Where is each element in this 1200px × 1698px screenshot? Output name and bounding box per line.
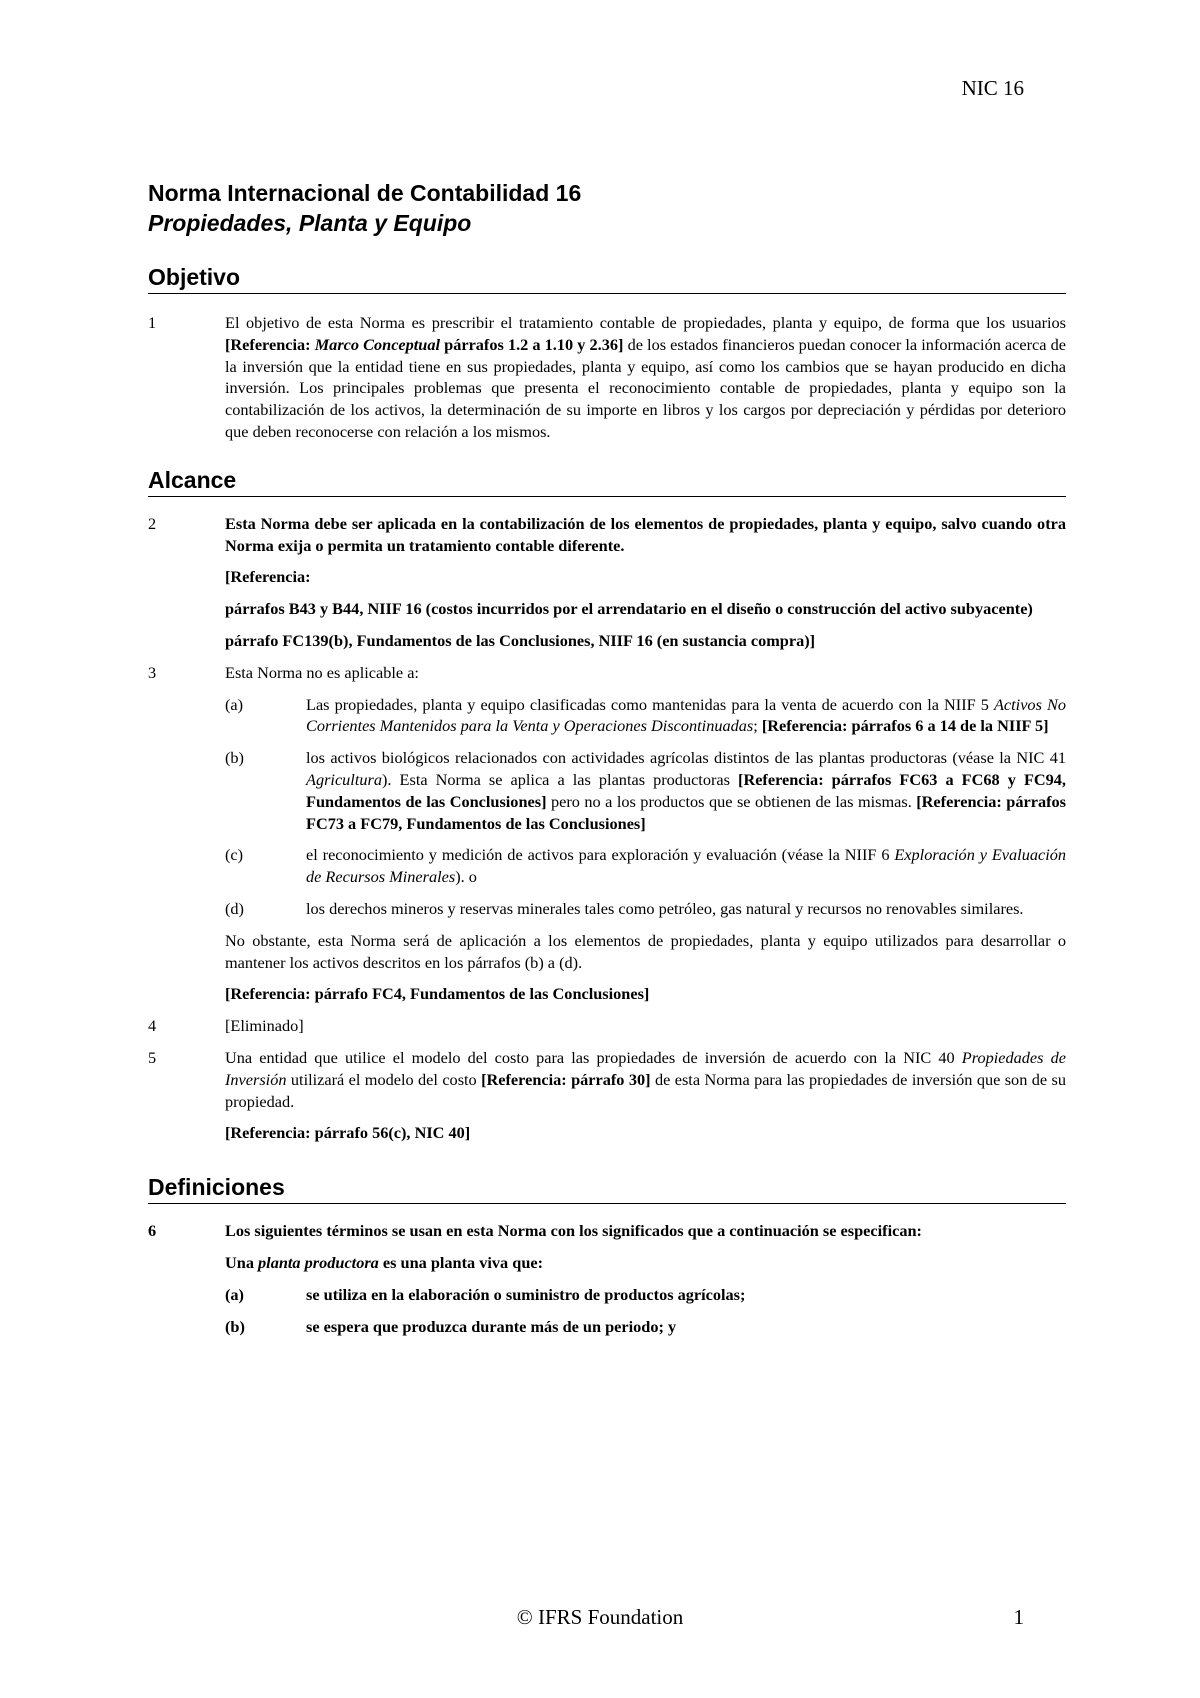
reference: [Referencia: párrafo 56(c), NIC 40]	[225, 1123, 471, 1143]
section-heading-objetivo: Objetivo	[148, 262, 1066, 294]
reference: [Referencia: párrafos FC73 a FC79, Fundamentos de las Conclusiones]	[306, 791, 1066, 833]
reference: [Referencia: párrafos FC63 a FC68 y FC94, Fundamentos de las Conclusiones]	[306, 769, 1066, 811]
paragraph-number: 1	[148, 313, 157, 332]
section-heading-alcance: Alcance	[148, 465, 1066, 497]
paragraph-1	[148, 312, 1066, 443]
list-item-a: (a) se utiliza en la elaboración o suministro de productos agrícolas;	[225, 1284, 746, 1304]
list-label: (b)	[225, 1316, 245, 1336]
reference: [Referencia: párrafo FC4, Fundamentos de las Conclusiones]	[225, 984, 650, 1004]
list-item-c: (c) el reconocimiento y medición de activos para exploración y evaluación (véase la NIIF 6 Exploración y Evaluación de Recursos Minerales). o	[225, 845, 1067, 887]
reference: [Referencia: párrafos 6 a 14 de la NIIF 5]	[761, 716, 1049, 736]
paragraph-text: El objetivo de esta Norma es prescribir el tratamiento contable de propiedades, planta y equipo, de forma que los usuarios [Referencia: Marco Conceptual párrafos 1.2 a 1.10 y 2.36] de los estados financieros puedan conocer la información acerca de la inversión que la entidad tiene en sus propiedades, planta y equipo, así como los cambios que se hayan producido en dicha inversión. Los principales problemas que presenta el reconocimiento contable de propiedades, planta y equipo son la contabilización de los activos, la determinación de su importe en libros y los cargos por depreciación y pérdidas por deterioro que deben reconocerse con relación a los mismos.	[225, 313, 1066, 441]
list-item-a: (a) Las propiedades, planta y equipo clasificadas como mantenidas para la venta de acuerdo con la NIIF 5 Activos No Corrientes Mantenidos para la Venta y Operaciones Discontinuadas; [Referencia: párrafos 6 a 14 de la NIIF 5]	[225, 694, 1066, 736]
reference: [Referencia: Marco Conceptual párrafos 1.2 a 1.10 y 2.36]	[225, 334, 624, 354]
page-number: 1	[1013, 1605, 1024, 1629]
list-label: (a)	[225, 694, 244, 714]
list-label: (b)	[225, 748, 244, 768]
footer-copyright: © IFRS Foundation	[516, 1605, 684, 1629]
paragraph-5	[148, 1047, 1066, 1144]
paragraph-text: Una entidad que utilice el modelo del costo para las propiedades de inversión de acuerdo con la NIC 40 Propiedades de Inversión utilizará el modelo del costo [Referencia: párrafo 30] de esta Norma para las propiedades de inversión que son de su propiedad.	[225, 1047, 1066, 1111]
paragraph-text: Esta Norma debe ser aplicada en la contabilización de los elementos de propiedades, planta y equipo, salvo cuando otra Norma exija o permita un tratamiento contable diferente.	[225, 513, 1066, 555]
paragraph-2	[148, 513, 1066, 652]
paragraph-text: Los siguientes términos se usan en esta Norma con los significados que a continuación se especifican:	[225, 1221, 922, 1241]
paragraph-text: [Eliminado]	[225, 1016, 304, 1036]
list-item-b: (b) se espera que produzca durante más de un periodo; y	[225, 1316, 677, 1336]
header-standard-ref: NIC 16	[961, 76, 1024, 100]
reference-heading: [Referencia:	[225, 567, 311, 587]
reference: párrafos B43 y B44, NIIF 16 (costos incurridos por el arrendatario en el diseño o construcción del activo subyacente)	[225, 599, 1033, 619]
list-item-d: (d) los derechos mineros y reservas minerales tales como petróleo, gas natural y recursos no renovables similares.	[225, 898, 1024, 918]
reference: [Referencia: párrafo 30]	[481, 1069, 651, 1089]
list-label: (d)	[225, 898, 244, 918]
document-body	[148, 178, 1066, 1347]
document-title: Norma Internacional de Contabilidad 16	[148, 180, 582, 206]
paragraph-number: 4	[148, 1016, 157, 1036]
paragraph-number: 5	[148, 1047, 157, 1067]
reference: párrafo FC139(b), Fundamentos de las Conclusiones, NIIF 16 (en sustancia compra)]	[225, 630, 816, 650]
paragraph-6	[148, 1220, 1066, 1337]
paragraph-number: 3	[148, 662, 157, 682]
paragraph-3	[148, 662, 1066, 1005]
paragraph-text: Esta Norma no es aplicable a:	[225, 662, 419, 682]
paragraph-number: 6	[148, 1221, 157, 1241]
list-item-b: (b) los activos biológicos relacionados con actividades agrícolas distintos de las plantas productoras (véase la NIC 41 Agricultura). Esta Norma se aplica a las plantas productoras [Referencia: párrafos FC63 a FC68 y FC94, Fundamentos de las Conclusiones] pero no a los productos que se obtienen de las mismas. [Referencia: párrafos FC73 a FC79, Fundamentos de las Conclusiones]	[225, 748, 1066, 833]
paragraph-4	[148, 1015, 1066, 1037]
section-heading-definiciones: Definiciones	[148, 1172, 1066, 1204]
paragraph-number: 2	[148, 513, 157, 533]
document-subtitle: Propiedades, Planta y Equipo	[148, 210, 472, 236]
definition-intro: Una planta productora es una planta viva que:	[225, 1252, 544, 1272]
list-label: (c)	[225, 845, 244, 865]
paragraph-text: No obstante, esta Norma será de aplicación a los elementos de propiedades, planta y equipo utilizados para desarrollar o mantener los activos descritos en los párrafos (b) a (d).	[225, 930, 1066, 972]
list-label: (a)	[225, 1284, 244, 1304]
